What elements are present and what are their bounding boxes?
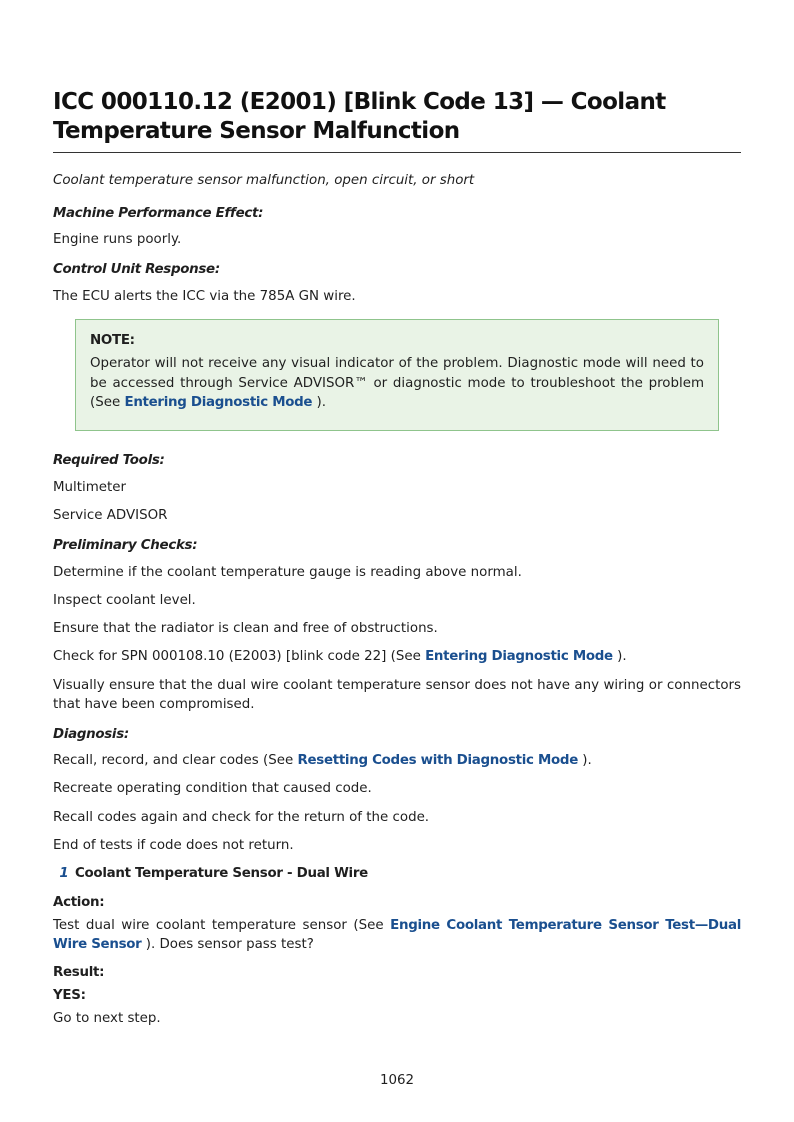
check-item: Visually ensure that the dual wire coolant temperature sensor does not have any wiring or connectors that have been compromised. bbox=[53, 678, 741, 712]
entering-diagnostic-mode-link[interactable]: Entering Diagnostic Mode bbox=[124, 395, 313, 410]
check-item: Determine if the coolant temperature gauge is reading above normal. bbox=[53, 565, 522, 580]
control-unit-label: Control Unit Response: bbox=[53, 262, 220, 277]
check-item: Check for SPN 000108.10 (E2003) [blink code 22] (See Entering Diagnostic Mode ). bbox=[53, 649, 627, 664]
machine-performance-label: Machine Performance Effect: bbox=[53, 206, 264, 221]
yes-label: YES: bbox=[53, 988, 86, 1003]
step-heading bbox=[53, 864, 741, 883]
diagnosis-item: Recall codes again and check for the return of the code. bbox=[53, 810, 430, 825]
machine-performance-text: Engine runs poorly. bbox=[53, 232, 182, 247]
page-title: ICC 000110.12 (E2001) [Blink Code 13] — Coolant Temperature Sensor Malfunction bbox=[53, 88, 741, 153]
note-body: Operator will not receive any visual indicator of the problem. Diagnostic mode will need to be accessed through Service ADVISOR™ or diagnostic mode to troubleshoot the problem (See Entering Diagnostic Mode ). bbox=[90, 356, 704, 410]
action-label: Action: bbox=[53, 895, 105, 910]
note-box bbox=[75, 319, 719, 431]
preliminary-checks-label: Preliminary Checks: bbox=[53, 538, 198, 553]
page-number: 1062 bbox=[379, 1073, 415, 1088]
required-tools-label: Required Tools: bbox=[53, 453, 165, 468]
note-title: NOTE: bbox=[90, 333, 135, 348]
tool-item: Multimeter bbox=[53, 480, 127, 495]
tool-item: Service ADVISOR bbox=[53, 508, 168, 523]
resetting-codes-link[interactable]: Resetting Codes with Diagnostic Mode bbox=[297, 753, 578, 768]
yes-text: Go to next step. bbox=[53, 1011, 161, 1026]
control-unit-text: The ECU alerts the ICC via the 785A GN wire. bbox=[53, 289, 356, 304]
diagnosis-item: Recall, record, and clear codes (See Resetting Codes with Diagnostic Mode ). bbox=[53, 753, 592, 768]
result-label: Result: bbox=[53, 965, 105, 980]
entering-diagnostic-mode-link[interactable]: Entering Diagnostic Mode bbox=[425, 649, 613, 664]
check-item: Inspect coolant level. bbox=[53, 593, 196, 608]
document-page bbox=[53, 88, 741, 1026]
diagnosis-label: Diagnosis: bbox=[53, 727, 129, 742]
diagnosis-item: End of tests if code does not return. bbox=[53, 838, 294, 853]
subtitle: Coolant temperature sensor malfunction, open circuit, or short bbox=[53, 173, 475, 188]
engine-coolant-sensor-test-link[interactable]: Engine Coolant Temperature Sensor Test—Dual Wire Sensor bbox=[53, 918, 741, 952]
check-item: Ensure that the radiator is clean and free of obstructions. bbox=[53, 621, 438, 636]
action-text: Test dual wire coolant temperature sensor (See Engine Coolant Temperature Sensor Test—Dual Wire Sensor ). Does sensor pass test? bbox=[53, 918, 741, 952]
diagnosis-item: Recreate operating condition that caused code. bbox=[53, 781, 372, 796]
step-title: Coolant Temperature Sensor - Dual Wire bbox=[75, 866, 368, 881]
step-number: 1 bbox=[59, 866, 69, 881]
